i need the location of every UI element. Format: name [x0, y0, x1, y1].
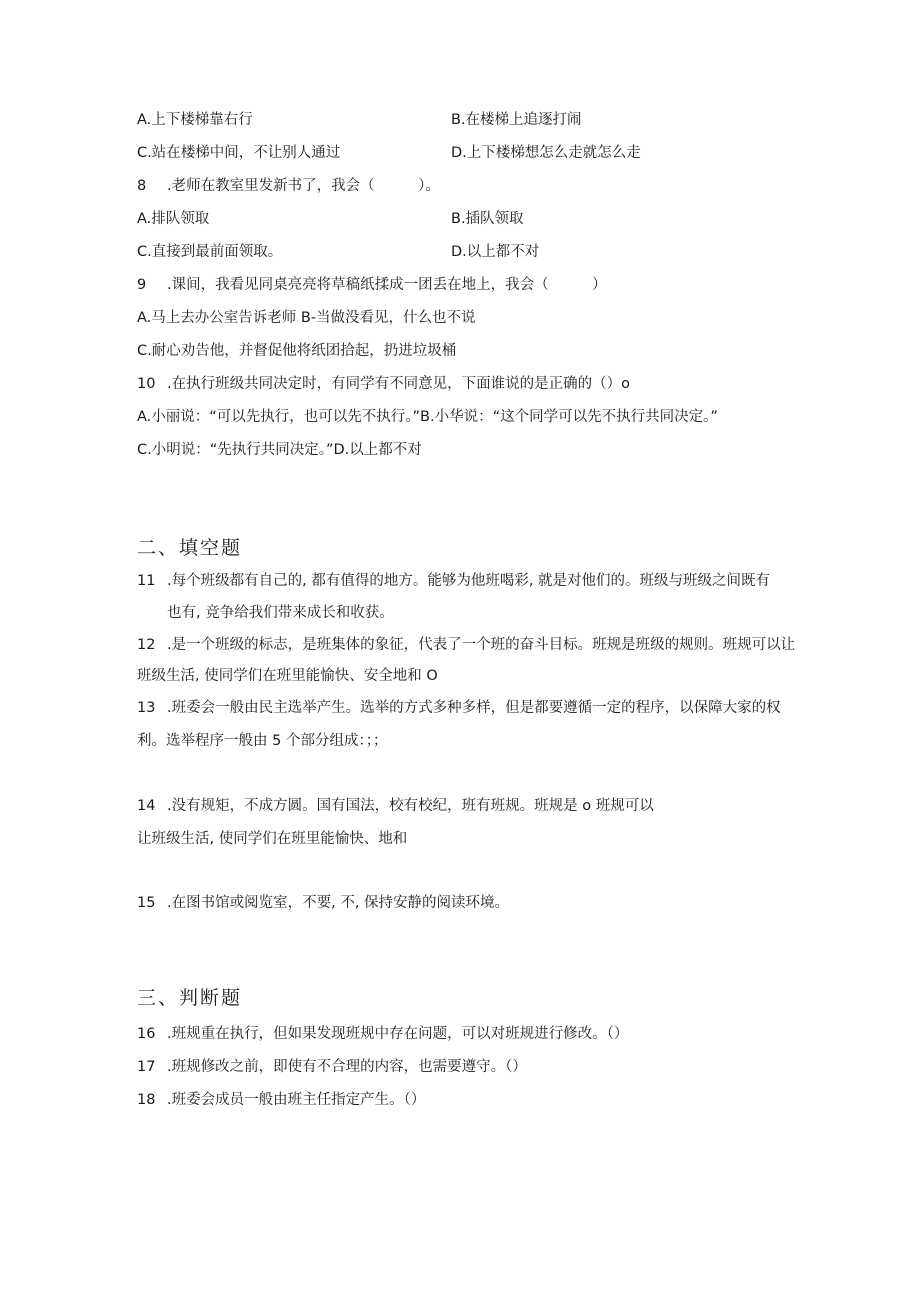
question-text: .课间，我看见同桌亮亮将草稿纸揉成一团丢在地上，我会（ ） [167, 277, 607, 293]
question-16 [137, 1024, 628, 1044]
q7-option-a: A.上下楼梯靠右行 [137, 112, 253, 128]
question-number: 16 [137, 1026, 156, 1042]
question-number: 17 [137, 1059, 156, 1075]
q14-line-2: 让班级生活, 使同学们在班里能愉快、地和 [137, 831, 408, 847]
q7-option-b: B.在楼梯上追逐打闹 [451, 112, 582, 128]
question-text: .班规修改之前，即使有不合理的内容，也需要遵守。（） [167, 1059, 527, 1075]
question-number: 10 [137, 376, 156, 392]
question-13 [137, 698, 781, 718]
q12-line-2: 班级生活, 使同学们在班里能愉快、安全地和 O [137, 668, 438, 684]
question-text: .老师在教室里发新书了，我会（ ）。 [167, 178, 440, 194]
question-14 [137, 796, 654, 816]
question-12 [137, 635, 795, 655]
section-2-title: 二、填空题 [137, 537, 243, 559]
question-number: 12 [137, 637, 156, 653]
question-text: .没有规矩，不成方圆。国有国法，校有校纪，班有班规。班规是 o 班规可以 [167, 798, 654, 814]
question-text: .在执行班级共同决定时，有同学有不同意见，下面谁说的是正确的（）o [167, 376, 630, 392]
question-18 [137, 1090, 425, 1110]
q7-option-d: D.上下楼梯想怎么走就怎么走 [451, 145, 641, 161]
question-number: 18 [137, 1092, 156, 1108]
question-text: .每个班级都有自己的, 都有值得的地方。能够为他班喝彩, 就是对他们的。班级与班级之间既有 [167, 573, 771, 589]
question-text: .在图书馆或阅览室，不要, 不, 保持安静的阅读环境。 [167, 895, 510, 911]
question-11 [137, 571, 770, 591]
question-text: .班规重在执行，但如果发现班规中存在问题，可以对班规进行修改。（） [167, 1026, 629, 1042]
question-9 [137, 275, 607, 295]
q10-option-cd: C.小明说：“先执行共同决定。”D.以上都不对 [137, 442, 422, 458]
question-text: .班委会一般由民主选举产生。选举的方式多种多样，但是都要遵循一定的程序，以保障大家的权 [167, 700, 781, 716]
q10-option-ab: A.小丽说：“可以先执行，也可以先不执行。”B.小华说：“这个同学可以先不执行共同决定。” [137, 409, 718, 425]
question-17 [137, 1057, 527, 1077]
question-number: 14 [137, 798, 156, 814]
question-text: .班委会成员一般由班主任指定产生。（） [167, 1092, 426, 1108]
question-10 [137, 374, 630, 394]
question-number: 15 [137, 895, 156, 911]
q8-option-b: B.插队领取 [451, 211, 524, 227]
question-15 [137, 893, 509, 913]
question-text: .是一个班级的标志，是班集体的象征，代表了一个班的奋斗目标。班规是班级的规则。班规可以让 [167, 637, 796, 653]
question-number: 8 [137, 178, 147, 194]
q13-line-2: 利。选举程序一般由 5 个部分组成：；； [137, 733, 388, 749]
section-3-title: 三、判断题 [137, 987, 243, 1009]
q11-line-2: 也有, 竞争给我们带来成长和收获。 [167, 605, 394, 621]
question-8 [137, 176, 440, 196]
q9-option-c: C.耐心劝告他，并督促他将纸团拾起，扔进垃圾桶 [137, 343, 457, 359]
q8-option-a: A.排队领取 [137, 211, 210, 227]
q8-option-d: D.以上都不对 [451, 244, 540, 260]
question-number: 11 [137, 573, 156, 589]
q8-option-c: C.直接到最前面领取。 [137, 244, 283, 260]
question-number: 9 [137, 277, 147, 293]
q7-option-c: C.站在楼梯中间，不让别人通过 [137, 145, 341, 161]
question-number: 13 [137, 700, 156, 716]
q9-option-ab: A.马上去办公室告诉老师 B-当做没看见，什么也不说 [137, 310, 476, 326]
